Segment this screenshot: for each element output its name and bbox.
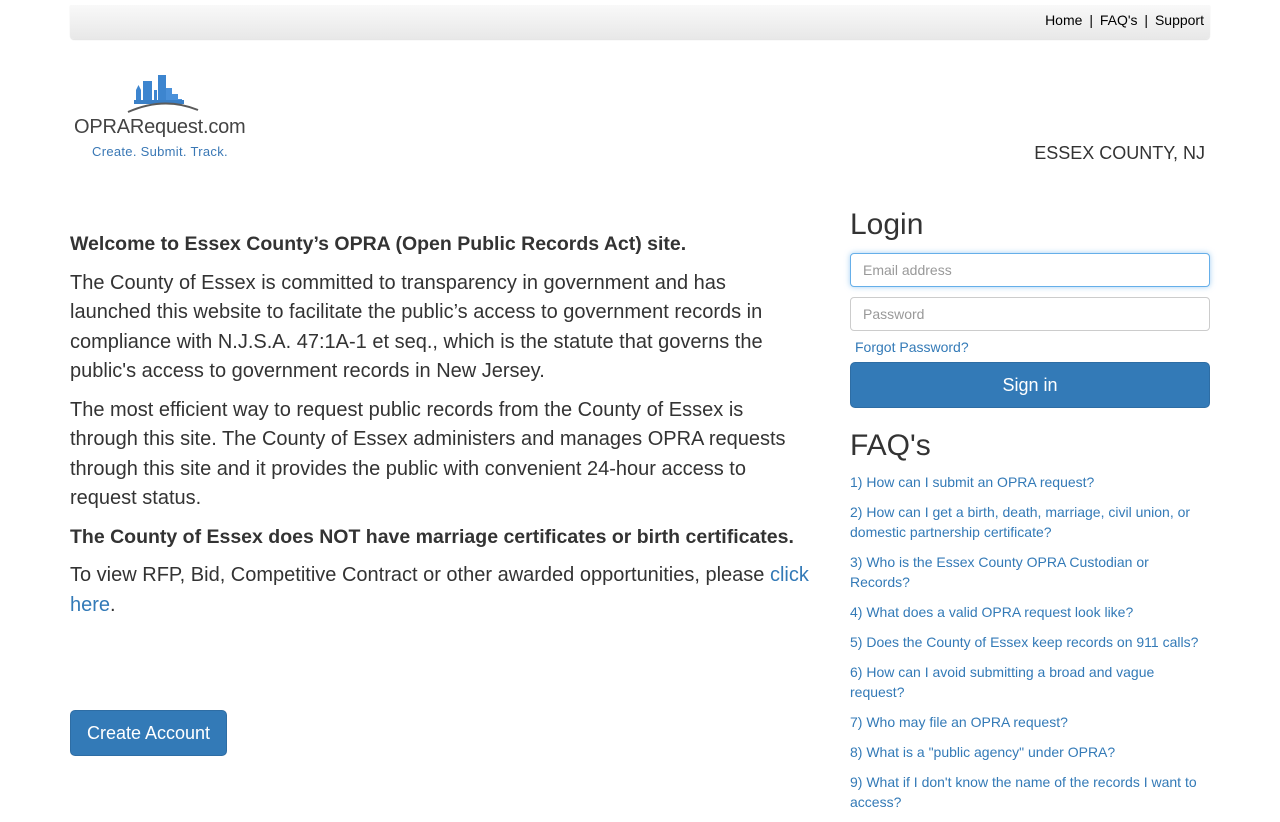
rfp-click-here-link[interactable]: click here — [70, 564, 809, 616]
welcome-heading: Welcome to Essex County’s OPRA (Open Public Records Act) site. — [70, 233, 687, 255]
email-input[interactable] — [850, 253, 1210, 287]
faq-link-2[interactable]: 2) How can I get a birth, death, marriage, civil union, or domestic partnership certificate? — [850, 504, 1191, 540]
site-logo[interactable] — [74, 70, 254, 165]
faq-link-4[interactable]: 4) What does a valid OPRA request look like? — [850, 604, 1134, 620]
faq-link-9[interactable]: 9) What if I don't know the name of the records I want to access? — [850, 774, 1197, 810]
faq-item — [850, 742, 1210, 762]
faq-item — [850, 712, 1210, 732]
welcome-content — [70, 230, 810, 629]
faq-item — [850, 772, 1210, 812]
nav-home-link[interactable]: Home — [1045, 12, 1083, 28]
faq-list — [850, 472, 1210, 812]
faq-link-7[interactable]: 7) Who may file an OPRA request? — [850, 714, 1068, 730]
faq-item — [850, 602, 1210, 622]
faq-link-3[interactable]: 3) Who is the Essex County OPRA Custodian or Records? — [850, 554, 1149, 590]
rfp-paragraph — [70, 561, 810, 620]
create-account-button[interactable]: Create Account — [70, 710, 227, 756]
sign-in-button[interactable]: Sign in — [850, 362, 1210, 408]
logo-name: OPRARequest.com — [74, 116, 246, 138]
faq-link-5[interactable]: 5) Does the County of Essex keep records on 911 calls? — [850, 634, 1199, 650]
faq-item — [850, 632, 1210, 652]
top-bar — [70, 5, 1210, 39]
faqs-title: FAQ's — [850, 429, 931, 462]
efficiency-paragraph: The most efficient way to request public records from the County of Essex is through this site. The County of Essex administers and manages OPRA requests through this site and it provides the public with convenient 24-hour access to request status. — [70, 398, 786, 509]
faq-item — [850, 502, 1210, 542]
faq-item — [850, 472, 1210, 492]
faq-item — [850, 552, 1210, 592]
faq-link-6[interactable]: 6) How can I avoid submitting a broad and vague request? — [850, 664, 1155, 700]
logo-tagline: Create. Submit. Track. — [92, 144, 228, 159]
intro-paragraph: The County of Essex is committed to transparency in government and has launched this website to facilitate the public’s access to government records in compliance with N.J.S.A. 47:1A-1 et seq., which is the statute that governs the public's access to government records in New Jersey. — [70, 271, 763, 382]
forgot-password-link[interactable]: Forgot Password? — [855, 339, 969, 355]
nav-faqs-link[interactable]: FAQ's — [1099, 12, 1138, 28]
sidebar — [850, 205, 1210, 822]
login-title: Login — [850, 208, 924, 241]
rfp-period: . — [110, 593, 116, 616]
rfp-text: To view RFP, Bid, Competitive Contract or other awarded opportunities, please — [70, 564, 770, 586]
nav-separator: | — [1089, 12, 1093, 28]
nav-separator: | — [1144, 12, 1149, 28]
top-nav — [1045, 12, 1204, 28]
certificate-notice: The County of Essex does NOT have marriage certificates or birth certificates. — [70, 525, 794, 548]
city-skyline-icon — [74, 70, 254, 116]
password-input[interactable] — [850, 297, 1210, 331]
faq-link-1[interactable]: 1) How can I submit an OPRA request? — [850, 474, 1095, 490]
county-name: ESSEX COUNTY, NJ — [1034, 143, 1205, 163]
faq-item — [850, 662, 1210, 702]
faq-link-8[interactable]: 8) What is a "public agency" under OPRA? — [850, 744, 1116, 760]
nav-support-link[interactable]: Support — [1154, 12, 1204, 28]
